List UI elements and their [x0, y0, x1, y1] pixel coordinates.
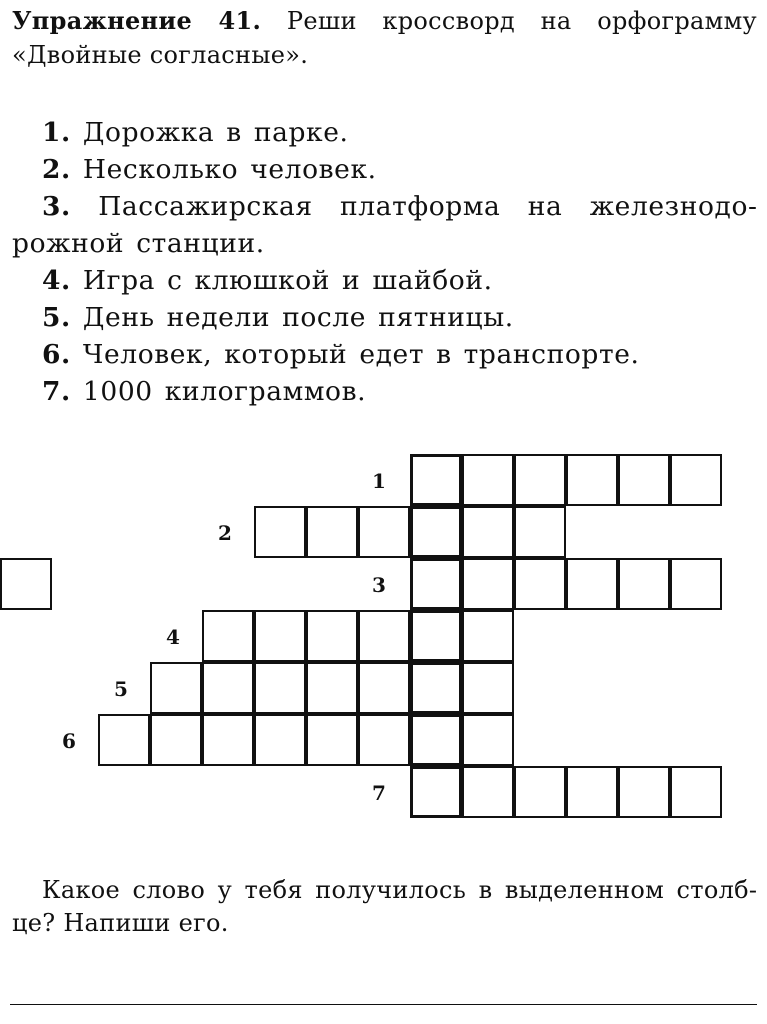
- clue-item: [12, 151, 757, 188]
- clue-text: 1000 килограммов.: [82, 376, 367, 407]
- crossword-cell[interactable]: [514, 766, 566, 818]
- crossword-cell[interactable]: [514, 454, 566, 506]
- row-number-2: 2: [218, 521, 232, 545]
- question-text: Какое слово у тебя получилось в выделенном столбце? Напиши его.: [12, 876, 757, 937]
- crossword-cell[interactable]: [566, 454, 618, 506]
- crossword-cell[interactable]: [150, 662, 202, 714]
- crossword-cell[interactable]: [150, 714, 202, 766]
- crossword-cell-highlighted[interactable]: [410, 766, 462, 818]
- crossword-cell-highlighted[interactable]: [410, 506, 462, 558]
- clue-text: Пассажирская платформа на железнодорожной станции.: [12, 191, 757, 259]
- crossword-cell[interactable]: [618, 454, 670, 506]
- clue-number: 6.: [42, 339, 71, 370]
- clue-text: Человек, который едет в транспорте.: [82, 339, 640, 370]
- exercise-heading: [12, 4, 757, 72]
- crossword-cell[interactable]: [306, 714, 358, 766]
- crossword-cell[interactable]: [306, 506, 358, 558]
- crossword-cell[interactable]: [358, 662, 410, 714]
- clue-text: Дорожка в парке.: [82, 117, 349, 148]
- crossword-cell[interactable]: [254, 610, 306, 662]
- clue-item: [12, 262, 757, 299]
- row-number-4: 4: [166, 625, 180, 649]
- clue-text: Несколько человек.: [82, 154, 377, 185]
- clue-item: [12, 299, 757, 336]
- clue-number: 4.: [42, 265, 71, 296]
- crossword-cell[interactable]: [254, 714, 306, 766]
- crossword-cell[interactable]: [566, 766, 618, 818]
- row-number-7: 7: [372, 781, 386, 805]
- crossword-cell[interactable]: [618, 558, 670, 610]
- clue-text: День недели после пятницы.: [82, 302, 514, 333]
- crossword-cell[interactable]: [462, 454, 514, 506]
- clue-list: [12, 114, 757, 410]
- crossword-cell[interactable]: [98, 714, 150, 766]
- crossword-cell-highlighted[interactable]: [410, 714, 462, 766]
- crossword-cell[interactable]: [254, 662, 306, 714]
- crossword-cell[interactable]: [0, 558, 52, 610]
- row-number-1: 1: [372, 469, 386, 493]
- crossword-cell[interactable]: [202, 662, 254, 714]
- clue-number: 5.: [42, 302, 71, 333]
- row-number-6: 6: [62, 729, 76, 753]
- crossword-cell[interactable]: [462, 662, 514, 714]
- crossword-cell[interactable]: [358, 714, 410, 766]
- crossword-cell[interactable]: [462, 610, 514, 662]
- clue-number: 7.: [42, 376, 71, 407]
- exercise-label: Упражнение 41.: [12, 6, 262, 35]
- crossword-cell[interactable]: [462, 506, 514, 558]
- clue-text: Игра с клюшкой и шайбой.: [82, 265, 493, 296]
- row-number-5: 5: [114, 677, 128, 701]
- crossword-cell[interactable]: [618, 766, 670, 818]
- crossword-cell[interactable]: [254, 506, 306, 558]
- crossword-cell[interactable]: [306, 662, 358, 714]
- clue-item: [12, 373, 757, 410]
- crossword-cell[interactable]: [514, 558, 566, 610]
- clue-item: [12, 188, 757, 262]
- crossword-cell[interactable]: [670, 454, 722, 506]
- crossword-cell[interactable]: [462, 766, 514, 818]
- exercise-instruction: Реши кроссворд на орфограмму «Двойные согласные».: [12, 7, 757, 69]
- row-number-3: 3: [372, 573, 386, 597]
- crossword-cell[interactable]: [358, 610, 410, 662]
- crossword-cell[interactable]: [566, 558, 618, 610]
- crossword-cell[interactable]: [306, 610, 358, 662]
- clue-item: [12, 336, 757, 373]
- clue-number: 3.: [42, 191, 71, 222]
- crossword-cell-highlighted[interactable]: [410, 610, 462, 662]
- crossword-cell-highlighted[interactable]: [410, 454, 462, 506]
- crossword-cell[interactable]: [462, 714, 514, 766]
- clue-number: 2.: [42, 154, 71, 185]
- crossword-cell[interactable]: [202, 714, 254, 766]
- crossword-cell[interactable]: [202, 610, 254, 662]
- clue-item: [12, 114, 757, 151]
- crossword-cell-highlighted[interactable]: [410, 558, 462, 610]
- clue-number: 1.: [42, 117, 71, 148]
- crossword-cell[interactable]: [514, 506, 566, 558]
- crossword-cell[interactable]: [670, 558, 722, 610]
- crossword-cell[interactable]: [670, 766, 722, 818]
- answer-line[interactable]: [10, 1004, 757, 1005]
- crossword-cell[interactable]: [462, 558, 514, 610]
- crossword-cell[interactable]: [358, 506, 410, 558]
- crossword-cell-highlighted[interactable]: [410, 662, 462, 714]
